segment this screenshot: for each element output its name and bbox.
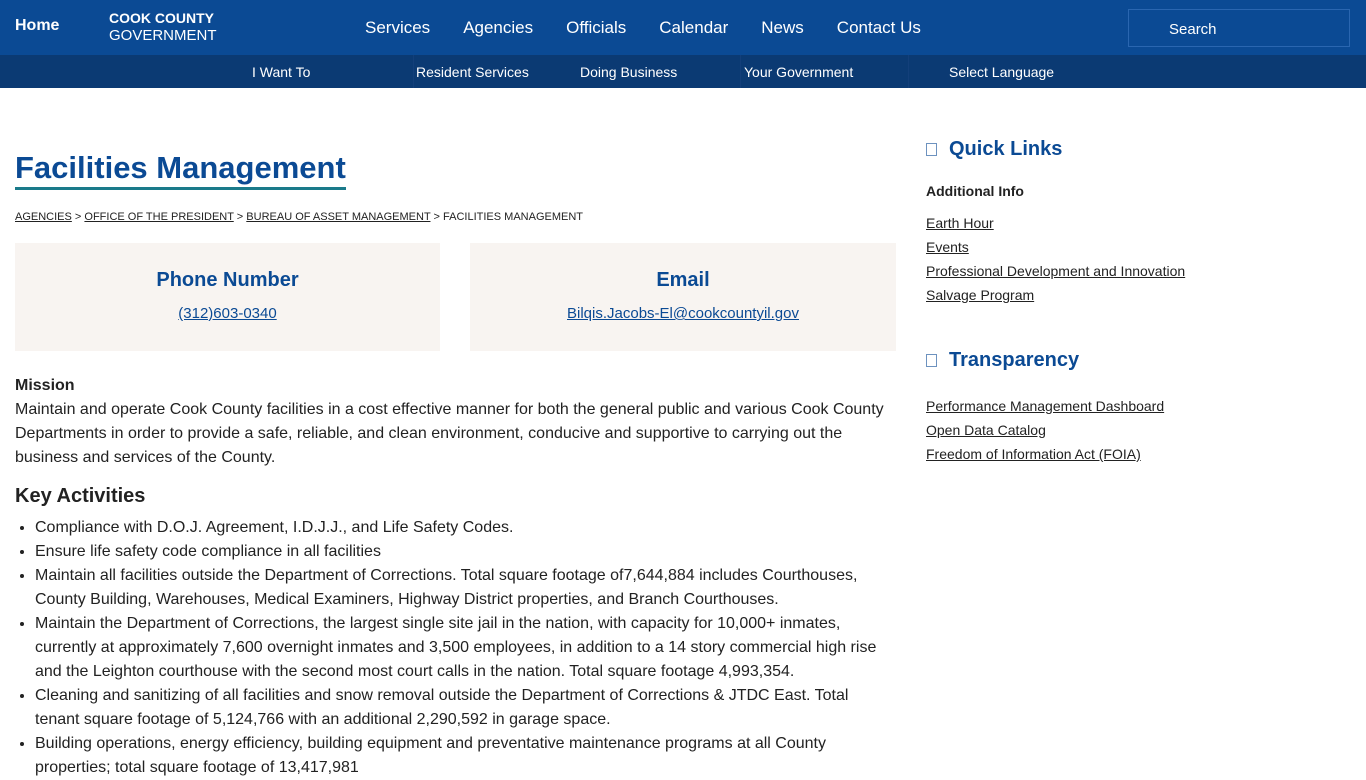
email-card [470,243,896,351]
divider [740,55,741,88]
phone-link[interactable]: (312)603-0340 [178,305,277,322]
list-item: • Maintain the Department of Corrections, the largest single site jail in the nation, with capacity for 10,000+ inmates, currently at approximately 7,600 overnight inmates and 3,500 employees, in addition to a 14 story commercial high rise and the Leighton courthouse with the second most court calls in the nation. Total square footage 4,993,354. [35,612,895,684]
search-input[interactable]: Search [1128,9,1350,47]
link-open-data[interactable]: Open Data Catalog [926,422,1046,438]
sub-nav [0,55,1366,88]
subnav-your-government[interactable]: Your Government [744,64,854,80]
crumb-agencies[interactable]: AGENCIES [15,211,72,223]
quick-links-title: Quick Links [949,138,1063,160]
brand [109,10,217,44]
list-item: • Maintain all facilities outside the Department of Corrections. Total square footage of7,644,884 includes Courthouses, County Building, Warehouses, Medical Examiners, Highway District properties, and Branch Courthouses. [35,564,895,612]
additional-info-heading: Additional Info [926,183,1024,199]
brand-line2: GOVERNMENT [109,27,217,44]
transparency-title: Transparency [949,349,1080,371]
activities-list [15,516,895,780]
divider [413,55,414,88]
page-title: Facilities Management [15,150,346,190]
email-label: Email [656,269,710,291]
brand-line1: COOK COUNTY [109,10,214,26]
subnav-resident-services[interactable]: Resident Services [416,64,529,80]
divider [908,55,909,88]
link-professional-development[interactable]: Professional Development and Innovation [926,263,1186,279]
nav-agencies[interactable]: Agencies [463,18,534,37]
key-activities-heading: Key Activities [15,485,146,507]
link-events[interactable]: Events [926,239,969,255]
quick-links-heading [926,138,1326,161]
breadcrumb: AGENCIES > OFFICE OF THE PRESIDENT > BUREAU OF ASSET MANAGEMENT > FACILITIES MANAGEMENT [15,211,583,223]
sidebar [926,138,1326,466]
phone-label: Phone Number [156,269,299,291]
main-content [15,374,895,780]
list-item: • Ensure life safety code compliance in all facilities [35,540,895,564]
transparency-heading [926,349,1326,372]
list-item: • Compliance with D.O.J. Agreement, I.D.J.J., and Life Safety Codes. [35,516,895,540]
crumb-office-of-president[interactable]: OFFICE OF THE PRESIDENT [84,211,234,223]
phone-card [15,243,440,351]
select-language[interactable]: Select Language [949,64,1055,80]
nav-contact-us[interactable]: Contact Us [836,18,921,37]
nav-services[interactable]: Services [365,18,431,37]
main-nav [365,18,954,38]
link-icon [926,143,937,156]
crumb-current: FACILITIES MANAGEMENT [443,211,583,223]
mission-heading: Mission [15,377,75,394]
mission-text: Maintain and operate Cook County facilities in a cost effective manner for both the general public and various Cook County Departments in order to provide a safe, reliable, and clean environment, conducive and supportive to carrying out the business and services of the County. [15,401,884,466]
nav-calendar[interactable]: Calendar [659,18,729,37]
nav-news[interactable]: News [761,18,804,37]
link-salvage-program[interactable]: Salvage Program [926,287,1035,303]
crumb-bureau-asset-management[interactable]: BUREAU OF ASSET MANAGEMENT [246,211,431,223]
email-link[interactable]: Bilqis.Jacobs-El@cookcountyil.gov [567,305,799,322]
link-foia[interactable]: Freedom of Information Act (FOIA) [926,446,1141,462]
transparency-icon [926,354,937,367]
list-item: • Cleaning and sanitizing of all facilities and snow removal outside the Department of Corrections & JTDC East. Total tenant square footage of 5,124,766 with an additional 2,290,592 in garage space. [35,684,895,732]
home-logo-link[interactable]: Home [15,17,60,34]
list-item: • Building operations, energy efficiency, building equipment and preventative maintenance programs at all County properties; total square footage of 13,417,981 [35,732,895,780]
subnav-doing-business[interactable]: Doing Business [580,64,678,80]
header [0,0,1366,55]
link-performance-dashboard[interactable]: Performance Management Dashboard [926,398,1165,414]
subnav-i-want-to[interactable]: I Want To [252,64,311,80]
nav-officials[interactable]: Officials [566,18,627,37]
link-earth-hour[interactable]: Earth Hour [926,215,994,231]
